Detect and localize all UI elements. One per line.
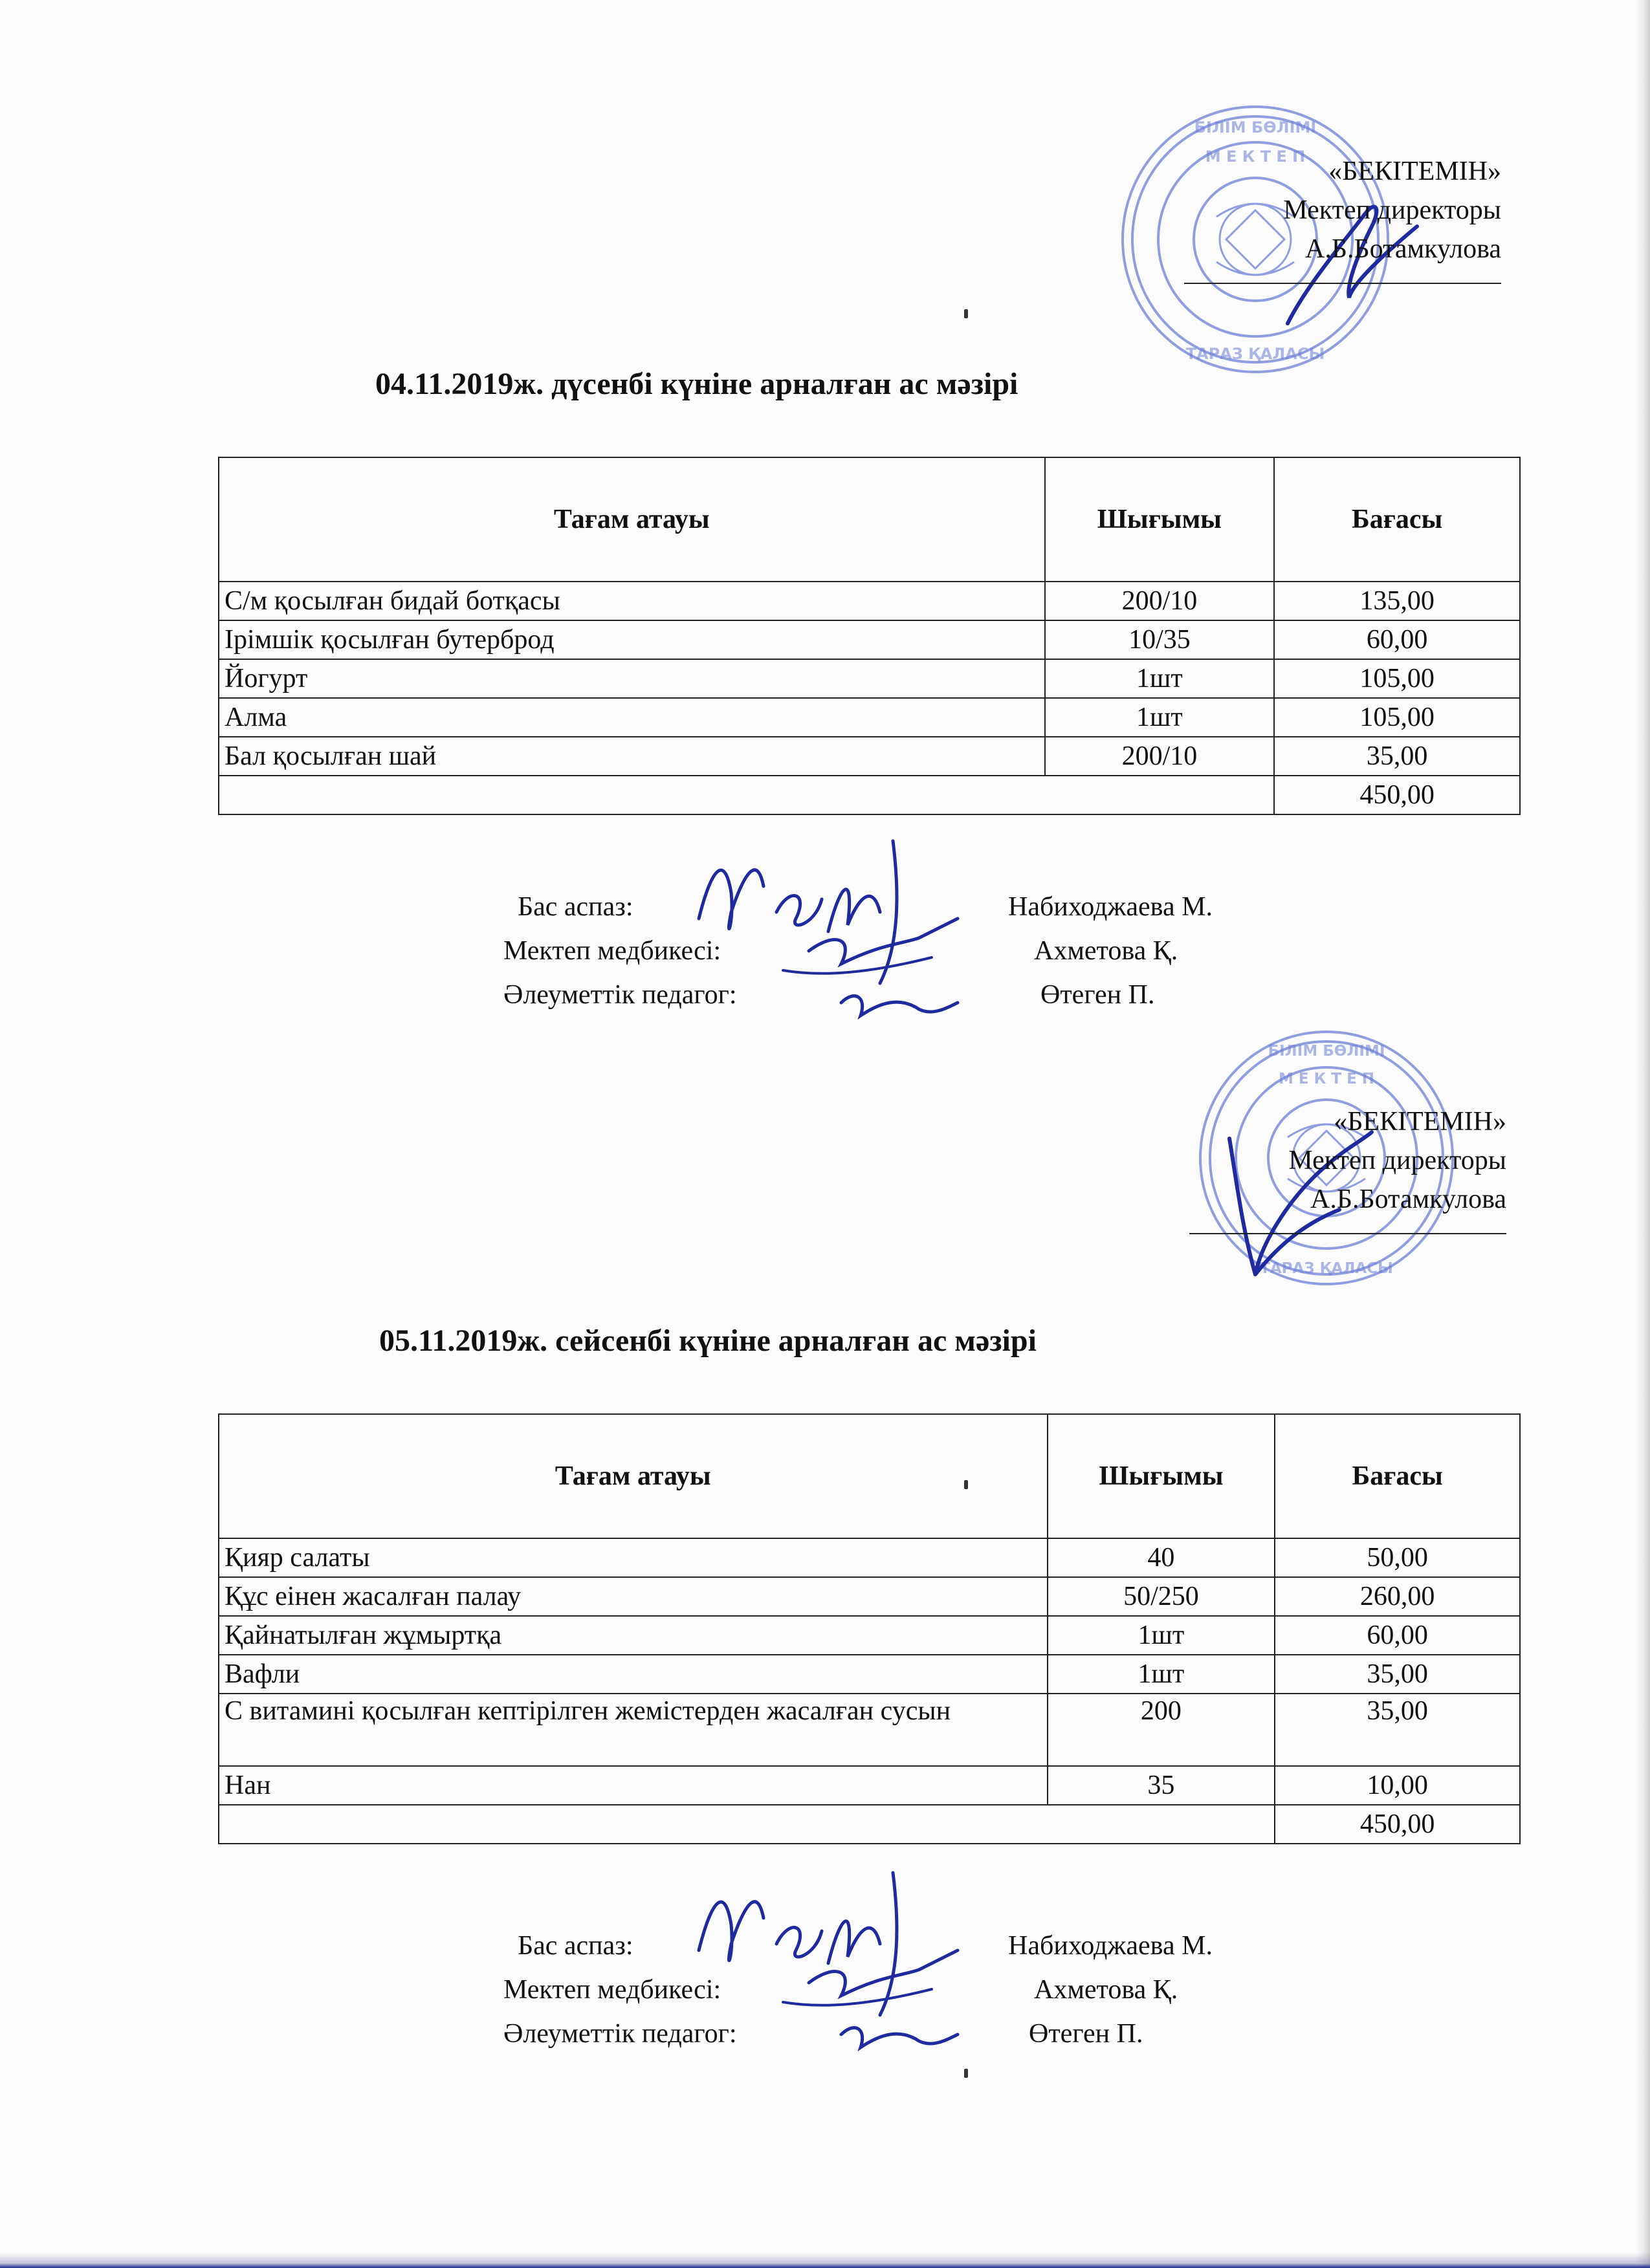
- menu-table: [218, 1413, 1521, 1844]
- signatory-role: Әлеуметтік педагог:: [503, 2019, 737, 2049]
- dish-name: Йогурт: [219, 659, 1045, 698]
- dish-price: 105,00: [1274, 659, 1520, 698]
- scan-edge: [1636, 0, 1650, 2268]
- approval-label: «БЕКІТЕМІН»: [1328, 157, 1501, 186]
- total-spacer: [219, 1805, 1275, 1844]
- table-row: [219, 698, 1520, 737]
- director-position: Мектеп директоры: [1283, 195, 1501, 225]
- approval-block: [1100, 152, 1501, 284]
- total-price: 450,00: [1275, 1805, 1520, 1844]
- dish-name: Нан: [219, 1766, 1048, 1805]
- signatory-role: Бас аспаз:: [518, 1931, 633, 1961]
- total-row: [219, 776, 1520, 814]
- dish-name: С витамині қосылған кептірілген жемістерден жасалған сусын: [219, 1694, 1048, 1766]
- table-row: [219, 1616, 1520, 1655]
- signatory-role: Бас аспаз:: [518, 892, 633, 922]
- signature-line-pedagogue: [503, 976, 1155, 1014]
- dish-price: 60,00: [1274, 620, 1520, 659]
- dish-name: Қайнатылған жұмыртқа: [219, 1616, 1048, 1655]
- table-row: [219, 582, 1520, 620]
- dish-yield: 10/35: [1045, 620, 1275, 659]
- menu-table: [218, 457, 1521, 815]
- signatory-name: Өтеген П.: [1040, 980, 1155, 1010]
- signature-line-chef: [518, 1926, 1213, 1965]
- dish-price: 50,00: [1275, 1538, 1520, 1577]
- dish-price: 105,00: [1274, 698, 1520, 737]
- dish-name: Құс еінен жасалған палау: [219, 1577, 1048, 1616]
- table-row: [219, 737, 1520, 776]
- signature-line-chef: [518, 888, 1213, 926]
- dish-price: 35,00: [1275, 1694, 1520, 1766]
- dish-price: 35,00: [1275, 1655, 1520, 1694]
- svg-text:БІЛІМ БӨЛІМІ: БІЛІМ БӨЛІМІ: [1268, 1043, 1385, 1060]
- menu-title: 05.11.2019ж. сейсенбі күніне арналған ас мәзірі: [379, 1324, 1037, 1358]
- table-row: [219, 1766, 1520, 1805]
- scan-speck: [964, 2069, 968, 2078]
- table-row: [219, 1577, 1520, 1616]
- signatory-role: Мектеп медбикесі:: [503, 1975, 721, 2005]
- director-name: А.Б.Ботамкулова: [1305, 234, 1501, 264]
- dish-yield: 1шт: [1045, 659, 1275, 698]
- dish-yield: 35: [1048, 1766, 1275, 1805]
- column-header-price: Бағасы: [1275, 1414, 1520, 1538]
- scan-speck: [964, 309, 968, 318]
- column-header-yield: Шығымы: [1045, 457, 1275, 582]
- signature-line-nurse: [503, 1970, 1178, 2009]
- approval-label: «БЕКІТЕМІН»: [1334, 1107, 1506, 1137]
- dish-price: 60,00: [1275, 1616, 1520, 1655]
- signature-line-nurse: [503, 932, 1178, 970]
- table-row: [219, 1655, 1520, 1694]
- dish-name: Вафли: [219, 1655, 1048, 1694]
- table-header-row: [219, 1414, 1520, 1538]
- column-header-yield: Шығымы: [1048, 1414, 1275, 1538]
- signatory-name: Өтеген П.: [1029, 2019, 1143, 2049]
- dish-yield: 1шт: [1048, 1616, 1275, 1655]
- dish-name: Бал қосылған шай: [219, 737, 1045, 776]
- dish-yield: 200/10: [1045, 737, 1275, 776]
- dish-price: 135,00: [1274, 582, 1520, 620]
- signatory-name: Набиходжаева М.: [1008, 1931, 1213, 1961]
- dish-price: 260,00: [1275, 1577, 1520, 1616]
- column-header-price: Бағасы: [1274, 457, 1520, 582]
- dish-yield: 1шт: [1045, 698, 1275, 737]
- menu-title: 04.11.2019ж. дүсенбі күніне арналған ас мәзірі: [375, 367, 1018, 401]
- signatory-role: Мектеп медбикесі:: [503, 936, 721, 966]
- table-row: [219, 1538, 1520, 1577]
- table-row: [219, 659, 1520, 698]
- total-spacer: [219, 776, 1274, 814]
- dish-name: Алма: [219, 698, 1045, 737]
- signatory-name: Набиходжаева М.: [1008, 892, 1213, 922]
- svg-text:ТАРАЗ ҚАЛАСЫ: ТАРАЗ ҚАЛАСЫ: [1185, 345, 1325, 363]
- column-header-dish: Тағам атауы: [219, 457, 1045, 582]
- column-header-dish: Тағам атауы: [219, 1414, 1048, 1538]
- table-row: [219, 620, 1520, 659]
- total-price: 450,00: [1274, 776, 1520, 814]
- dish-name: С/м қосылған бидай ботқасы: [219, 582, 1045, 620]
- table-header-row: [219, 457, 1520, 582]
- svg-text:М Е К Т Е П: М Е К Т Е П: [1278, 1071, 1375, 1087]
- dish-price: 10,00: [1275, 1766, 1520, 1805]
- dish-name: Қияр салаты: [219, 1538, 1048, 1577]
- dish-yield: 50/250: [1048, 1577, 1275, 1616]
- approval-block: [1100, 1102, 1506, 1234]
- director-position: Мектеп директоры: [1288, 1146, 1506, 1175]
- dish-name: Ірімшік қосылған бутерброд: [219, 620, 1045, 659]
- signature-line: [1184, 283, 1501, 284]
- svg-text:БІЛІМ БӨЛІМІ: БІЛІМ БӨЛІМІ: [1194, 118, 1317, 136]
- svg-text:ТАРАЗ ҚАЛАСЫ: ТАРАЗ ҚАЛАСЫ: [1260, 1260, 1393, 1277]
- total-row: [219, 1805, 1520, 1844]
- signatory-name: Ахметова Қ.: [1034, 1975, 1178, 2005]
- svg-text:М Е К Т Е П: М Е К Т Е П: [1205, 147, 1306, 166]
- signatory-role: Әлеуметтік педагог:: [503, 980, 737, 1010]
- dish-yield: 200/10: [1045, 582, 1275, 620]
- director-name: А.Б.Ботамкулова: [1310, 1184, 1506, 1214]
- dish-yield: 200: [1048, 1694, 1275, 1766]
- scan-edge: [0, 2252, 1650, 2268]
- dish-yield: 40: [1048, 1538, 1275, 1577]
- signature-line: [1189, 1233, 1506, 1234]
- signature-line-pedagogue: [503, 2014, 1143, 2053]
- signatory-name: Ахметова Қ.: [1034, 936, 1178, 966]
- table-row: [219, 1694, 1520, 1766]
- dish-price: 35,00: [1274, 737, 1520, 776]
- dish-yield: 1шт: [1048, 1655, 1275, 1694]
